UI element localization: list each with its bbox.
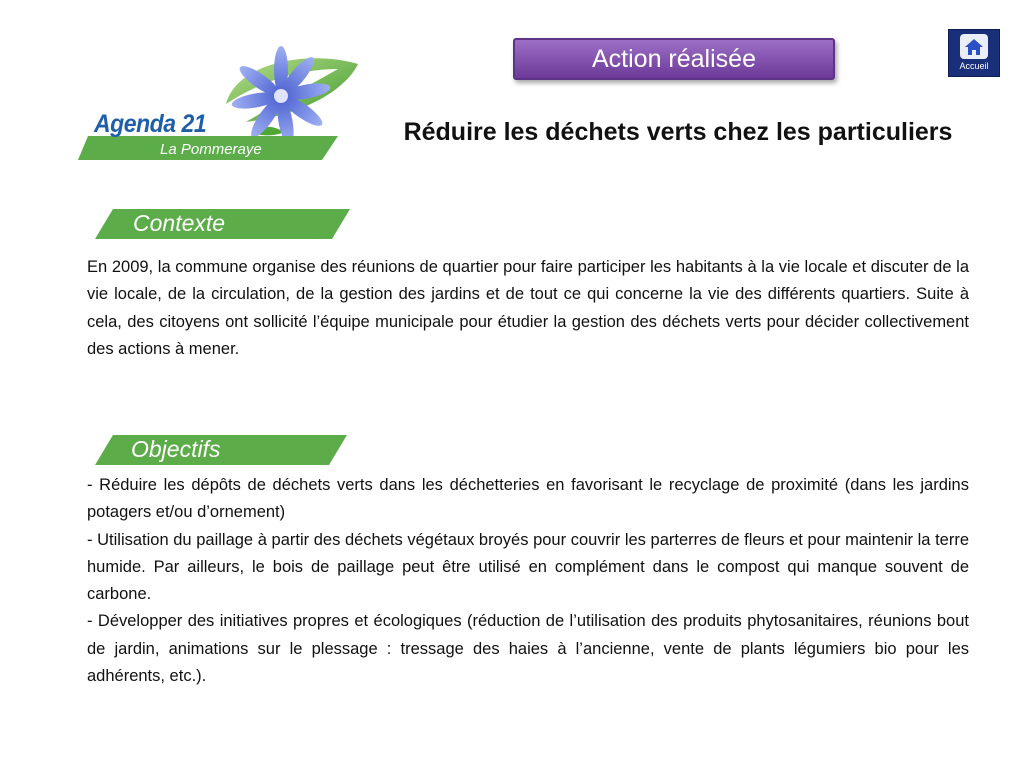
action-status-banner: Action réalisée [513, 38, 835, 80]
objective-item: - Développer des initiatives propres et écologiques (réduction de l’utilisation des produits phytosanitaires, réunions bout de jardin, animations sur le plessage : tressage des haies à l’ancienne, vente de plants légumiers bio pour les adhérents, etc.). [87, 612, 969, 686]
page-title: Réduire les déchets verts chez les particuliers [403, 118, 953, 146]
objective-item: - Utilisation du paillage à partir des déchets végétaux broyés pour couvrir les parterres de fleurs et pour maintenir la terre humide. Par ailleurs, le bois de paillage peut être utilisé en complément dans le compost qui manque souvent de carbone. [87, 530, 969, 604]
section-heading-objectives: Objectifs [131, 436, 221, 462]
section-banner-objectives [95, 435, 347, 465]
context-paragraph: En 2009, la commune organise des réunions de quartier pour faire participer les habitants à la vie locale et discuter de la vie locale, de la circulation, de la gestion des jardins et de tout ce qui concerne la vie des différents quartiers. Suite à cela, des citoyens ont sollicité l’équipe municipale pour étudier la gestion des déchets verts pour décider collectivement des actions à mener. [87, 258, 969, 358]
logo-title: Agenda 21 [94, 110, 207, 138]
logo-subtitle: La Pommeraye [160, 141, 262, 158]
home-button-label: Accueil [959, 61, 989, 71]
section-banner-context [95, 209, 350, 239]
objective-item: - Réduire les dépôts de déchets verts dans les déchetteries en favorisant le recyclage de proximité (dans les jardins potagers et/ou d’ornement) [87, 476, 969, 522]
objectives-list [87, 472, 969, 690]
agenda21-logo [76, 44, 366, 164]
section-heading-context: Contexte [133, 210, 226, 236]
home-button[interactable] [948, 29, 1000, 77]
home-icon [960, 34, 988, 59]
